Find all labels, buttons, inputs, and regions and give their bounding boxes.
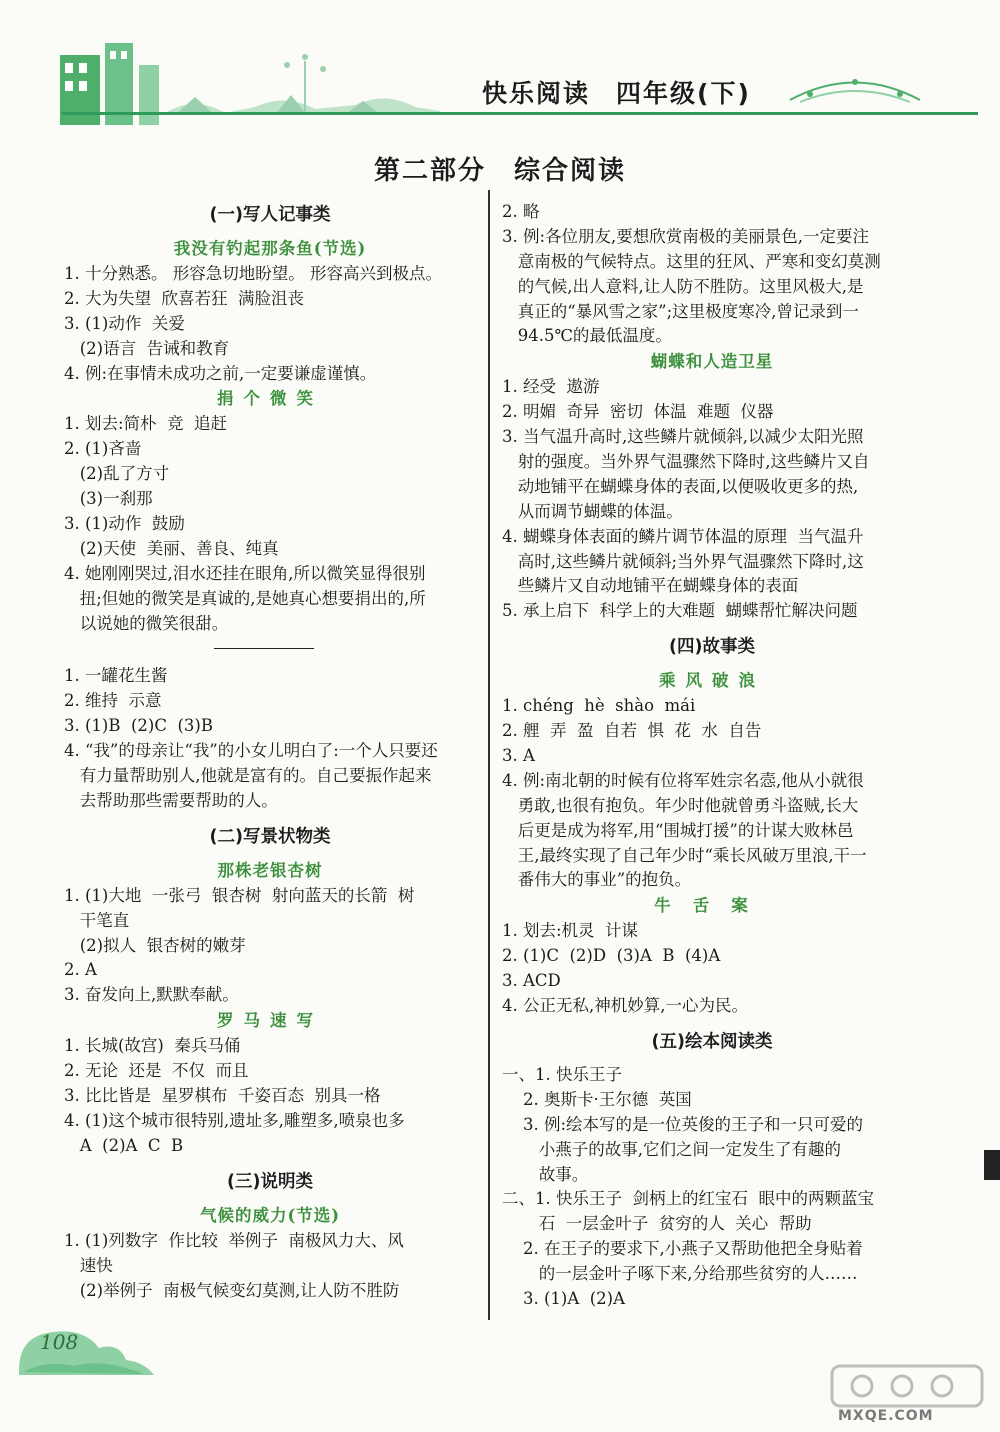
- grade-label: 四年级(下): [616, 79, 751, 108]
- header-title: [482, 74, 751, 110]
- header-rule: [62, 112, 978, 115]
- answer-line: 射的强度。当外界气温骤然下降时,这些鳞片又自: [502, 452, 870, 472]
- answer-line: 1. chéng hè shào mái: [502, 696, 696, 716]
- answer-line: 1. 划去:机灵 计谋: [502, 921, 639, 941]
- answer-line: (3)一刹那: [64, 489, 153, 509]
- answer-line: 2. 奥斯卡·王尔德 英国: [502, 1089, 692, 1109]
- answer-list: [502, 1063, 922, 1312]
- title-placeholder-rule: [64, 636, 476, 664]
- answer-line: 1. 经受 遨游: [502, 377, 600, 397]
- answer-line: 石 一层金叶子 贫穷的人 关心 帮助: [502, 1214, 812, 1234]
- article-title: 牛舌案: [654, 896, 770, 916]
- answer-line: 一、1. 快乐王子: [502, 1064, 622, 1084]
- answer-line: 王,最终实现了自己年少时“乘长风破万里浪,干一: [502, 845, 867, 865]
- answer-list: [64, 412, 476, 636]
- answer-list: [64, 1229, 476, 1304]
- answer-line: 4. 她刚刚哭过,泪水还挂在眼角,所以微笑显得很别: [64, 563, 426, 583]
- answer-line: 高时,这些鳞片就倾斜;当外界气温骤然下降时,这: [502, 551, 864, 571]
- answer-line: 4. 例:在事情未成功之前,一定要谦虚谨慎。: [64, 363, 377, 383]
- answer-line: 2. 无论 还是 不仅 而且: [64, 1061, 249, 1081]
- section-heading: (一)写人记事类: [209, 205, 331, 225]
- answer-line: 勇敢,也很有抱负。年少时他就曾勇斗盗贼,长大: [502, 795, 859, 815]
- answer-line: 3. (1)B (2)C (3)B: [64, 716, 213, 736]
- answer-line: 1. 一罐花生酱: [64, 666, 168, 686]
- article-title: 我没有钓起那条鱼(节选): [173, 239, 367, 258]
- answer-line: 3. ACD: [502, 971, 561, 991]
- answer-line: 的一层金叶子啄下来,分给那些贫穷的人……: [502, 1264, 858, 1284]
- answer-line: 以说她的微笑很甜。: [64, 613, 229, 633]
- section-heading: (四)故事类: [669, 637, 755, 658]
- answer-line: 1. (1)大地 一张弓 银杏树 射向蓝天的长箭 树: [64, 885, 415, 905]
- answer-list: [64, 262, 476, 386]
- answer-line: 2. 明媚 奇异 密切 体温 难题 仪器: [502, 402, 774, 422]
- answer-line: 扭;但她的微笑是真诚的,是她真心想要捐出的,所: [64, 588, 426, 608]
- article-title: 乘风破浪: [659, 671, 765, 691]
- article-title: 那株老银杏树: [217, 860, 323, 880]
- answer-line: 3. (1)动作 鼓励: [64, 514, 185, 534]
- answer-line: 的气候,出人意料,让人防不胜防。这里风极大,是: [502, 276, 864, 296]
- answer-list: [502, 919, 922, 1019]
- answer-list: [502, 200, 922, 349]
- answer-line: 3. 例:绘本写的是一位英俊的王子和一只可爱的: [502, 1114, 864, 1134]
- answer-line: 番伟大的事业”的抱负。: [502, 870, 692, 890]
- answer-line: 二、1. 快乐王子 剑柄上的红宝石 眼中的两颗蓝宝: [502, 1189, 874, 1209]
- column-divider: [488, 190, 490, 1320]
- answer-line: 1. (1)列数字 作比较 举例子 南极风力大、风: [64, 1230, 404, 1250]
- answer-line: 有力量帮助别人,他就是富有的。自己要振作起来: [64, 766, 432, 786]
- section-heading: (二)写景状物类: [209, 826, 331, 847]
- section-heading: (五)绘本阅读类: [651, 1031, 773, 1052]
- watermark-text: MXQE.COM: [838, 1408, 934, 1424]
- answer-line: 4. 公正无私,神机妙算,一心为民。: [502, 996, 748, 1016]
- answer-line: 3. (1)动作 关爱: [64, 313, 185, 333]
- answer-line: 2. (1)吝啬: [64, 439, 142, 459]
- page-number: 108: [40, 1330, 79, 1354]
- left-column: [64, 200, 476, 1303]
- answer-list: [502, 694, 922, 893]
- answer-line: 3. 当气温升高时,这些鳞片就倾斜,以减少太阳光照: [502, 427, 864, 447]
- answer-line: 94.5℃的最低温度。: [502, 326, 672, 346]
- answer-list: [502, 375, 922, 624]
- answer-line: 些鳞片又自动地铺平在蝴蝶身体的表面: [502, 576, 799, 596]
- answer-line: 真正的“暴风雪之家”;这里极度寒冷,曾记录到一: [502, 301, 859, 321]
- answer-line: (2)举例子 南极气候变幻莫测,让人防不胜防: [64, 1280, 400, 1300]
- answer-line: 2. 艃 弄 盈 自若 惧 花 水 自告: [502, 721, 762, 741]
- answer-line: 干笔直: [64, 910, 130, 930]
- answer-line: 2. 维持 示意: [64, 691, 162, 711]
- edge-tab-mark: [984, 1150, 1000, 1180]
- answer-line: 4. 蝴蝶身体表面的鳞片调节体温的原理 当气温升: [502, 526, 864, 546]
- answer-line: (2)天使 美丽、善良、纯真: [64, 538, 279, 558]
- answer-line: 3. 奋发向上,默默奉献。: [64, 985, 239, 1005]
- answer-line: (2)拟人 银杏树的嫩芽: [64, 935, 246, 955]
- answer-line: 2. 在王子的要求下,小燕子又帮助他把全身贴着: [502, 1239, 863, 1259]
- answer-line: 1. 十分熟悉。 形容急切地盼望。 形容高兴到极点。: [64, 264, 442, 283]
- article-title: 罗马速写: [217, 1011, 323, 1031]
- section-heading: (三)说明类: [227, 1171, 313, 1192]
- answer-line: 2. 略: [502, 202, 540, 221]
- answer-line: 速快: [64, 1255, 113, 1275]
- article-title: 捐个微笑: [217, 389, 323, 409]
- article-title: 气候的威力(节选): [199, 1205, 341, 1225]
- answer-line: 1. 长城(故宫) 秦兵马俑: [64, 1036, 241, 1056]
- answer-line: 动地铺平在蝴蝶身体的表面,以便吸收更多的热,: [502, 476, 859, 496]
- answer-line: 2. A: [64, 960, 97, 980]
- answer-line: 4. (1)这个城市很特别,遗址多,雕塑多,喷泉也多: [64, 1110, 405, 1130]
- answer-line: 3. (1)A (2)A: [502, 1288, 626, 1308]
- article-title: 蝴蝶和人造卫星: [650, 352, 774, 372]
- answer-list: [64, 1034, 476, 1158]
- answer-list: [64, 664, 476, 813]
- answer-line: (2)语言 告诫和教育: [64, 338, 230, 358]
- answer-line: 4. 例:南北朝的时候有位将军姓宗名悫,他从小就很: [502, 770, 864, 790]
- answer-line: 从而调节蝴蝶的体温。: [502, 501, 683, 521]
- answer-line: 意南极的气候特点。这里的狂风、严寒和变幻莫测: [502, 251, 881, 271]
- answer-line: 4. “我”的母亲让“我”的小女儿明白了:一个人只要还: [64, 741, 438, 761]
- answer-line: 5. 承上启下 科学上的大难题 蝴蝶帮忙解决问题: [502, 601, 858, 621]
- answer-line: 小燕子的故事,它们之间一定发生了有趣的: [502, 1139, 841, 1159]
- answer-line: (2)乱了方寸: [64, 464, 170, 484]
- answer-line: 故事。: [502, 1164, 589, 1184]
- answer-line: 去帮助那些需要帮助的人。: [64, 790, 278, 810]
- header-city-illustration: [55, 35, 445, 135]
- part-title: 第二部分 综合阅读: [373, 156, 626, 186]
- answer-line: 2. (1)C (2)D (3)A B (4)A: [502, 946, 721, 966]
- answer-line: 3. 例:各位朋友,要想欣赏南极的美丽景色,一定要注: [502, 226, 870, 246]
- page-number-badge-icon: [14, 1320, 164, 1380]
- answer-line: 2. 大为失望 欣喜若狂 满脸沮丧: [64, 288, 304, 308]
- book-title: 快乐阅读: [482, 79, 591, 108]
- answer-line: 3. 比比皆是 星罗棋布 千姿百态 别具一格: [64, 1086, 381, 1106]
- right-column: [502, 200, 922, 1312]
- answer-list: [64, 884, 476, 1008]
- answer-line: 3. A: [502, 746, 535, 766]
- answer-line: 后更是成为将军,用“围城打援”的计谋大败林邑: [502, 820, 854, 840]
- answer-line: 1. 划去:简朴 竞 追赶: [64, 414, 228, 434]
- answer-line: A (2)A C B: [64, 1135, 184, 1155]
